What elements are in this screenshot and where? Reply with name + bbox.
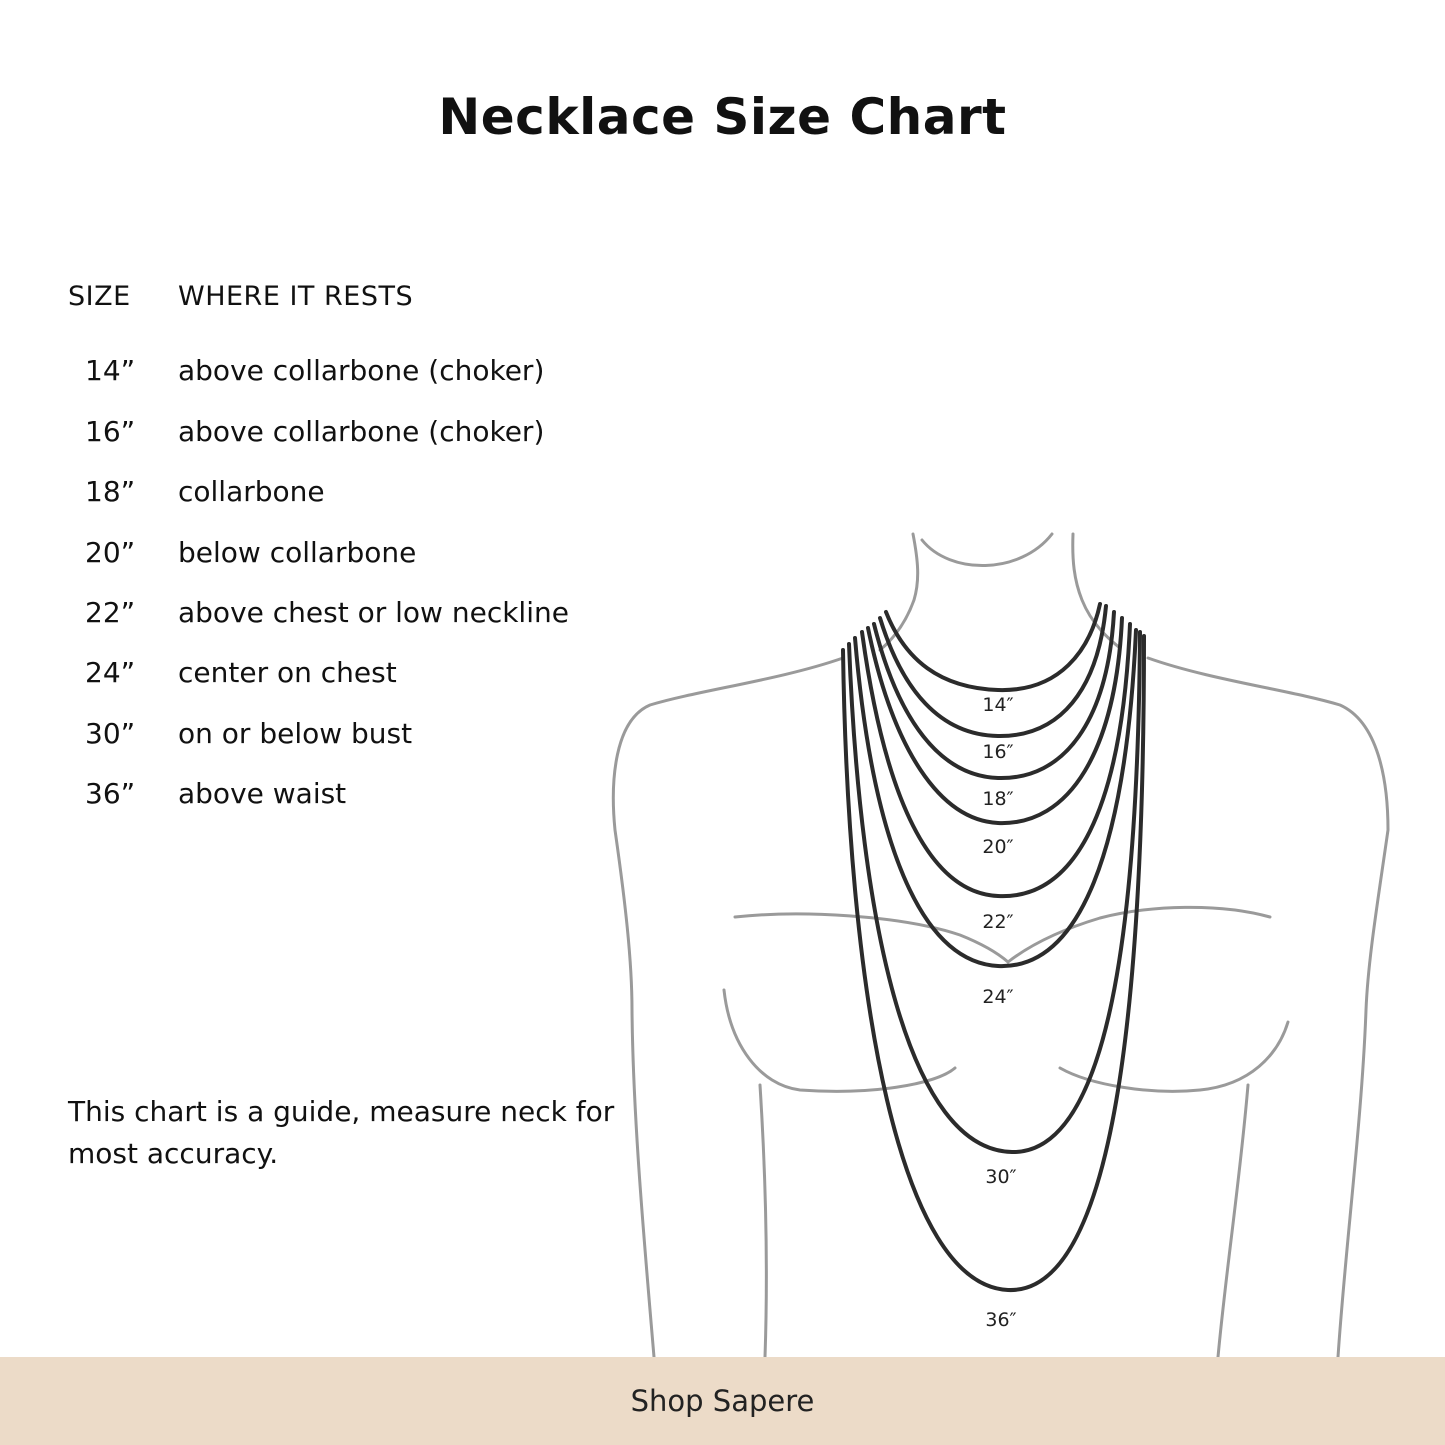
size-cell: 16” [85, 415, 136, 448]
length-label-20: 20″ [982, 836, 1014, 858]
size-column-header: SIZE [68, 281, 131, 312]
size-cell: 14” [85, 354, 136, 387]
size-cell: 30” [85, 717, 136, 750]
right-arm-line [1218, 1085, 1248, 1357]
chin-line [922, 534, 1052, 566]
length-label-36: 36″ [985, 1309, 1017, 1331]
where-cell: center on chest [178, 656, 397, 689]
where-cell: above collarbone (choker) [178, 354, 545, 387]
necklace-16-strand [880, 606, 1106, 736]
size-cell: 24” [85, 656, 136, 689]
where-cell: above chest or low neckline [178, 596, 569, 629]
size-cell: 18” [85, 475, 136, 508]
shop-link[interactable]: Shop Sapere [630, 1384, 815, 1418]
right-shoulder-line [1148, 658, 1388, 1357]
where-cell: above waist [178, 777, 347, 810]
shop-footer-bar[interactable] [0, 1357, 1445, 1445]
necklace-14-strand [886, 604, 1100, 690]
torso-necklace-illustration [590, 520, 1410, 1357]
size-cell: 20” [85, 536, 136, 569]
guide-note: This chart is a guide, measure neck for most accuracy. [68, 1095, 615, 1170]
where-cell: on or below bust [178, 717, 413, 750]
where-cell: above collarbone (choker) [178, 415, 545, 448]
length-label-16: 16″ [982, 741, 1014, 763]
left-bust-line [724, 990, 955, 1091]
length-label-18: 18″ [982, 788, 1014, 810]
length-label-14: 14″ [982, 694, 1014, 716]
right-bust-line [1060, 1022, 1288, 1091]
size-cell: 22” [85, 596, 136, 629]
length-label-30: 30″ [985, 1166, 1017, 1188]
where-column-header: WHERE IT RESTS [178, 281, 414, 312]
length-label-22: 22″ [982, 911, 1014, 933]
length-label-24: 24″ [982, 986, 1014, 1008]
length-labels [982, 694, 1016, 1331]
left-arm-line [760, 1085, 766, 1357]
where-cell: collarbone [178, 475, 325, 508]
where-cell: below collarbone [178, 536, 417, 569]
page-title: Necklace Size Chart [438, 88, 1007, 146]
size-cell: 36” [85, 777, 136, 810]
torso-outline [613, 534, 1388, 1357]
